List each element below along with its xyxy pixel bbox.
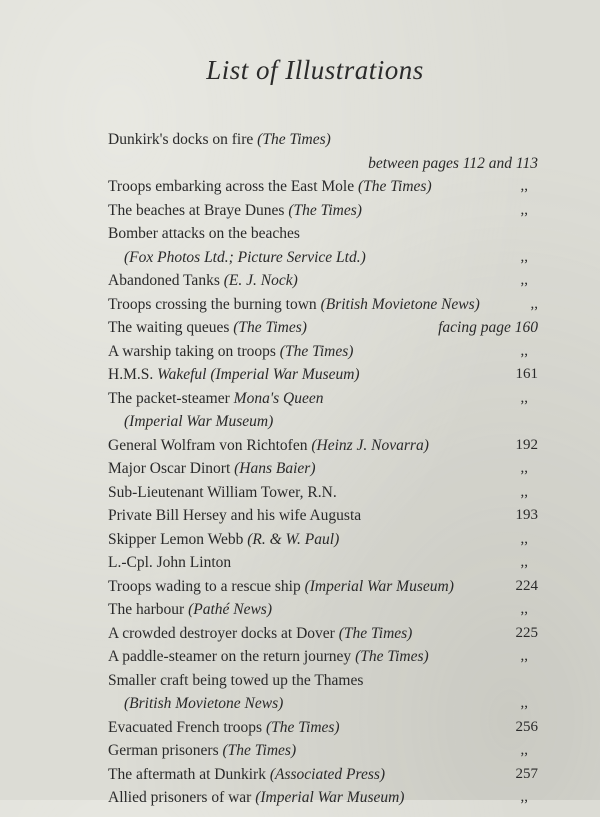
- list-item: [108, 575, 538, 599]
- list-item: [108, 622, 538, 646]
- entry-text: German prisoners (The Times): [108, 742, 297, 759]
- page-reference: ,,: [520, 389, 528, 406]
- entry-text: A warship taking on troops (The Times): [108, 342, 354, 360]
- page-reference: ,,: [530, 295, 538, 312]
- list-item: [108, 363, 538, 387]
- list-item: [108, 293, 538, 317]
- list-item: [108, 598, 538, 622]
- entry-text: Allied prisoners of war (Imperial War Museum): [108, 789, 405, 806]
- list-item: [108, 528, 538, 552]
- page-reference: ,,: [520, 460, 528, 476]
- page-reference: ,,: [520, 742, 528, 758]
- entry-text: Troops wading to a rescue ship (Imperial War Museum): [108, 577, 454, 595]
- page-reference: ,,: [520, 601, 528, 617]
- entry-text: General Wolfram von Richtofen (Heinz J. Novarra): [108, 436, 429, 454]
- entry-text: Skipper Lemon Webb (R. & W. Paul): [108, 530, 340, 548]
- page-reference: ,,: [520, 201, 528, 218]
- list-item: [108, 410, 538, 434]
- list-item: [108, 175, 538, 199]
- page-reference: facing page 160: [438, 319, 538, 336]
- list-item: [108, 739, 538, 763]
- list-item: [108, 786, 538, 810]
- entry-text: The waiting queues (The Times): [108, 319, 307, 336]
- page-reference: ,,: [520, 178, 528, 194]
- page-reference: ,,: [520, 342, 528, 359]
- page-reference: 193: [515, 507, 538, 523]
- page-title: List of Illustrations: [206, 55, 424, 85]
- page-reference: ,,: [520, 483, 528, 500]
- entry-text: Troops crossing the burning town (British Movietone News): [108, 295, 480, 313]
- entry-text: Sub-Lieutenant William Tower, R.N.: [108, 483, 337, 501]
- entry-text: A crowded destroyer docks at Dover (The Times): [108, 624, 413, 642]
- entry-text: Private Bill Hersey and his wife Augusta: [108, 507, 362, 524]
- list-item: [108, 128, 538, 152]
- entry-text: (Fox Photos Ltd.; Picture Service Ltd.): [124, 248, 366, 266]
- entry-text: Dunkirk's docks on fire (The Times): [108, 131, 331, 148]
- entry-text: The beaches at Braye Dunes (The Times): [108, 201, 362, 219]
- list-item: [108, 481, 538, 505]
- page-reference: ,,: [520, 648, 528, 664]
- list-item: [108, 152, 538, 176]
- entry-text: (Imperial War Museum): [124, 413, 274, 430]
- page-reference: 161: [515, 366, 538, 382]
- page-reference: 224: [515, 577, 538, 594]
- list-item: [108, 222, 538, 246]
- list-item: [108, 387, 538, 411]
- entry-text: Smaller craft being towed up the Thames: [108, 671, 364, 689]
- entry-text: The harbour (Pathé News): [108, 601, 273, 618]
- list-item: [108, 692, 538, 716]
- entry-text: The packet-steamer Mona's Queen: [108, 389, 324, 407]
- list-item: [108, 716, 538, 740]
- entry-text: H.M.S. Wakeful (Imperial War Museum): [108, 366, 360, 383]
- list-item: [108, 269, 538, 293]
- list-item: [108, 246, 538, 270]
- page-reference: ,,: [520, 530, 528, 547]
- illustrations-list: [108, 128, 538, 810]
- list-item: [108, 763, 538, 787]
- entry-text: Troops embarking across the East Mole (The Times): [108, 178, 432, 195]
- page-reference: 257: [515, 765, 538, 782]
- page-reference: between pages 112 and 113: [368, 154, 538, 172]
- page-reference: 225: [515, 624, 538, 641]
- list-item: [108, 504, 538, 528]
- entry-text: The aftermath at Dunkirk (Associated Press): [108, 765, 386, 783]
- page-reference: ,,: [520, 695, 528, 711]
- page-reference: ,,: [520, 554, 528, 570]
- page-reference: 256: [515, 718, 538, 735]
- entry-text: L.-Cpl. John Linton: [108, 554, 232, 571]
- page-reference: ,,: [520, 789, 528, 805]
- list-item: [108, 551, 538, 575]
- list-item: [108, 457, 538, 481]
- entry-text: Major Oscar Dinort (Hans Baier): [108, 460, 316, 477]
- list-item: [108, 316, 538, 340]
- page-reference: ,,: [520, 272, 528, 288]
- list-item: [108, 434, 538, 458]
- entry-text: Evacuated French troops (The Times): [108, 718, 340, 736]
- entry-text: Abandoned Tanks (E. J. Nock): [108, 272, 298, 289]
- entry-text: Bomber attacks on the beaches: [108, 225, 300, 242]
- list-item: [108, 645, 538, 669]
- list-item: [108, 340, 538, 364]
- page-reference: ,,: [520, 248, 528, 265]
- entry-text: A paddle-steamer on the return journey (The Times): [108, 648, 429, 665]
- list-item: [108, 669, 538, 693]
- list-item: [108, 199, 538, 223]
- entry-text: (British Movietone News): [124, 695, 284, 712]
- page-reference: 192: [515, 436, 538, 453]
